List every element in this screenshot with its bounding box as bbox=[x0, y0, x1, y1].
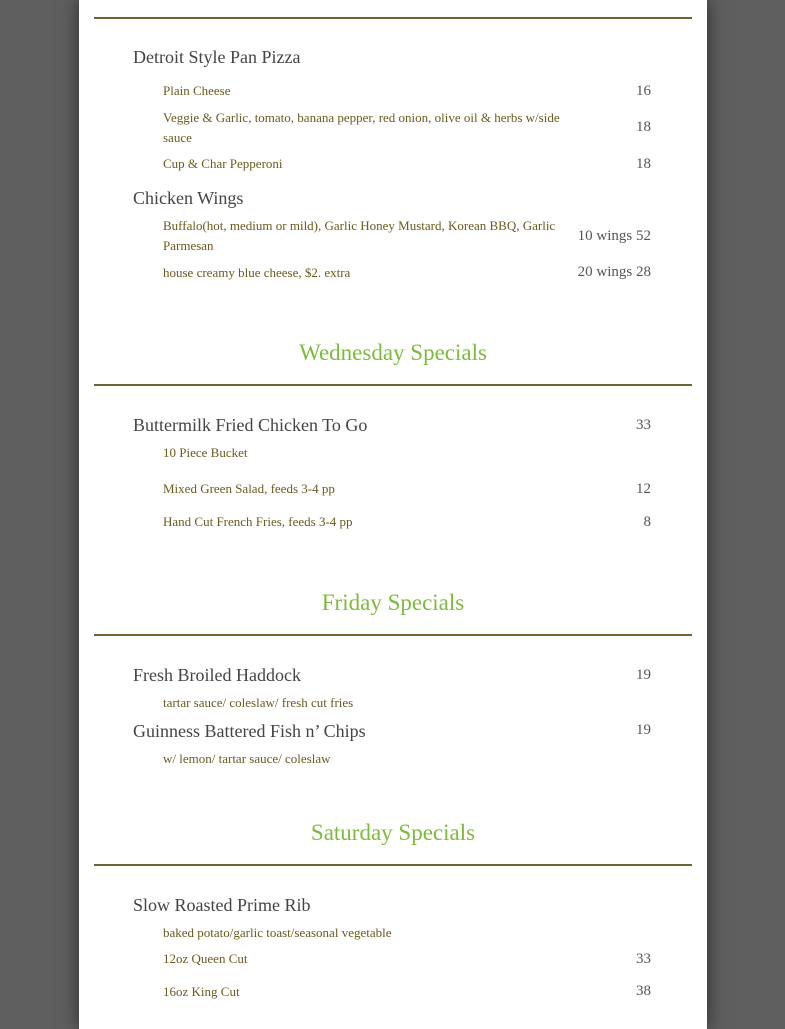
wings-item-flavors: Buffalo(hot, medium or mild), Garlic Honey Mustard, Korean BBQ, Garlic Parmesan bbox=[163, 218, 556, 253]
pizza-title: Detroit Style Pan Pizza bbox=[133, 47, 301, 67]
saturday-heading: Saturday Specials bbox=[310, 820, 476, 845]
haddock-desc: tartar sauce/ coleslaw/ fresh cut fries bbox=[163, 695, 354, 710]
friday-heading: Friday Specials bbox=[321, 590, 465, 615]
king-cut-price: 38 bbox=[636, 983, 651, 999]
menu-page bbox=[79, 0, 707, 1029]
king-cut-item: 16oz King Cut bbox=[163, 984, 240, 999]
prime-rib-title: Slow Roasted Prime Rib bbox=[133, 895, 311, 915]
haddock-price: 19 bbox=[636, 667, 651, 683]
fried-chicken-desc: 10 Piece Bucket bbox=[163, 445, 248, 460]
wings-price-20: 20 wings 28 bbox=[577, 264, 651, 280]
pizza-price-veggie: 18 bbox=[636, 119, 651, 135]
wings-title: Chicken Wings bbox=[133, 188, 244, 208]
fries-item: Hand Cut French Fries, feeds 3-4 pp bbox=[163, 514, 353, 529]
fish-chips-price: 19 bbox=[636, 722, 651, 738]
fried-chicken-price: 33 bbox=[636, 417, 651, 433]
fish-chips-desc: w/ lemon/ tartar sauce/ coleslaw bbox=[163, 751, 331, 766]
pizza-item-plain-cheese: Plain Cheese bbox=[163, 83, 231, 98]
wednesday-heading: Wednesday Specials bbox=[299, 340, 487, 365]
wings-price-10: 10 wings 52 bbox=[577, 228, 651, 244]
fried-chicken-title: Buttermilk Fried Chicken To Go bbox=[133, 415, 368, 435]
wings-item-blue-cheese: house creamy blue cheese, $2. extra bbox=[163, 265, 351, 280]
prime-rib-desc: baked potato/garlic toast/seasonal vegetable bbox=[163, 925, 392, 940]
haddock-title: Fresh Broiled Haddock bbox=[133, 665, 301, 685]
divider bbox=[94, 634, 692, 636]
divider bbox=[94, 384, 692, 386]
pizza-item-veggie: Veggie & Garlic, tomato, banana pepper, red onion, olive oil & herbs w/side sauce bbox=[163, 110, 560, 145]
queen-cut-item: 12oz Queen Cut bbox=[163, 951, 248, 966]
fries-price: 8 bbox=[643, 514, 651, 530]
fish-chips-title: Guinness Battered Fish n’ Chips bbox=[133, 721, 366, 741]
divider bbox=[94, 17, 692, 19]
pizza-price-plain-cheese: 16 bbox=[636, 83, 651, 99]
salad-item: Mixed Green Salad, feeds 3-4 pp bbox=[163, 481, 335, 496]
divider bbox=[94, 864, 692, 866]
queen-cut-price: 33 bbox=[636, 951, 651, 967]
pizza-price-pepperoni: 18 bbox=[636, 156, 651, 172]
pizza-item-pepperoni: Cup & Char Pepperoni bbox=[163, 156, 283, 171]
salad-price: 12 bbox=[636, 481, 651, 497]
